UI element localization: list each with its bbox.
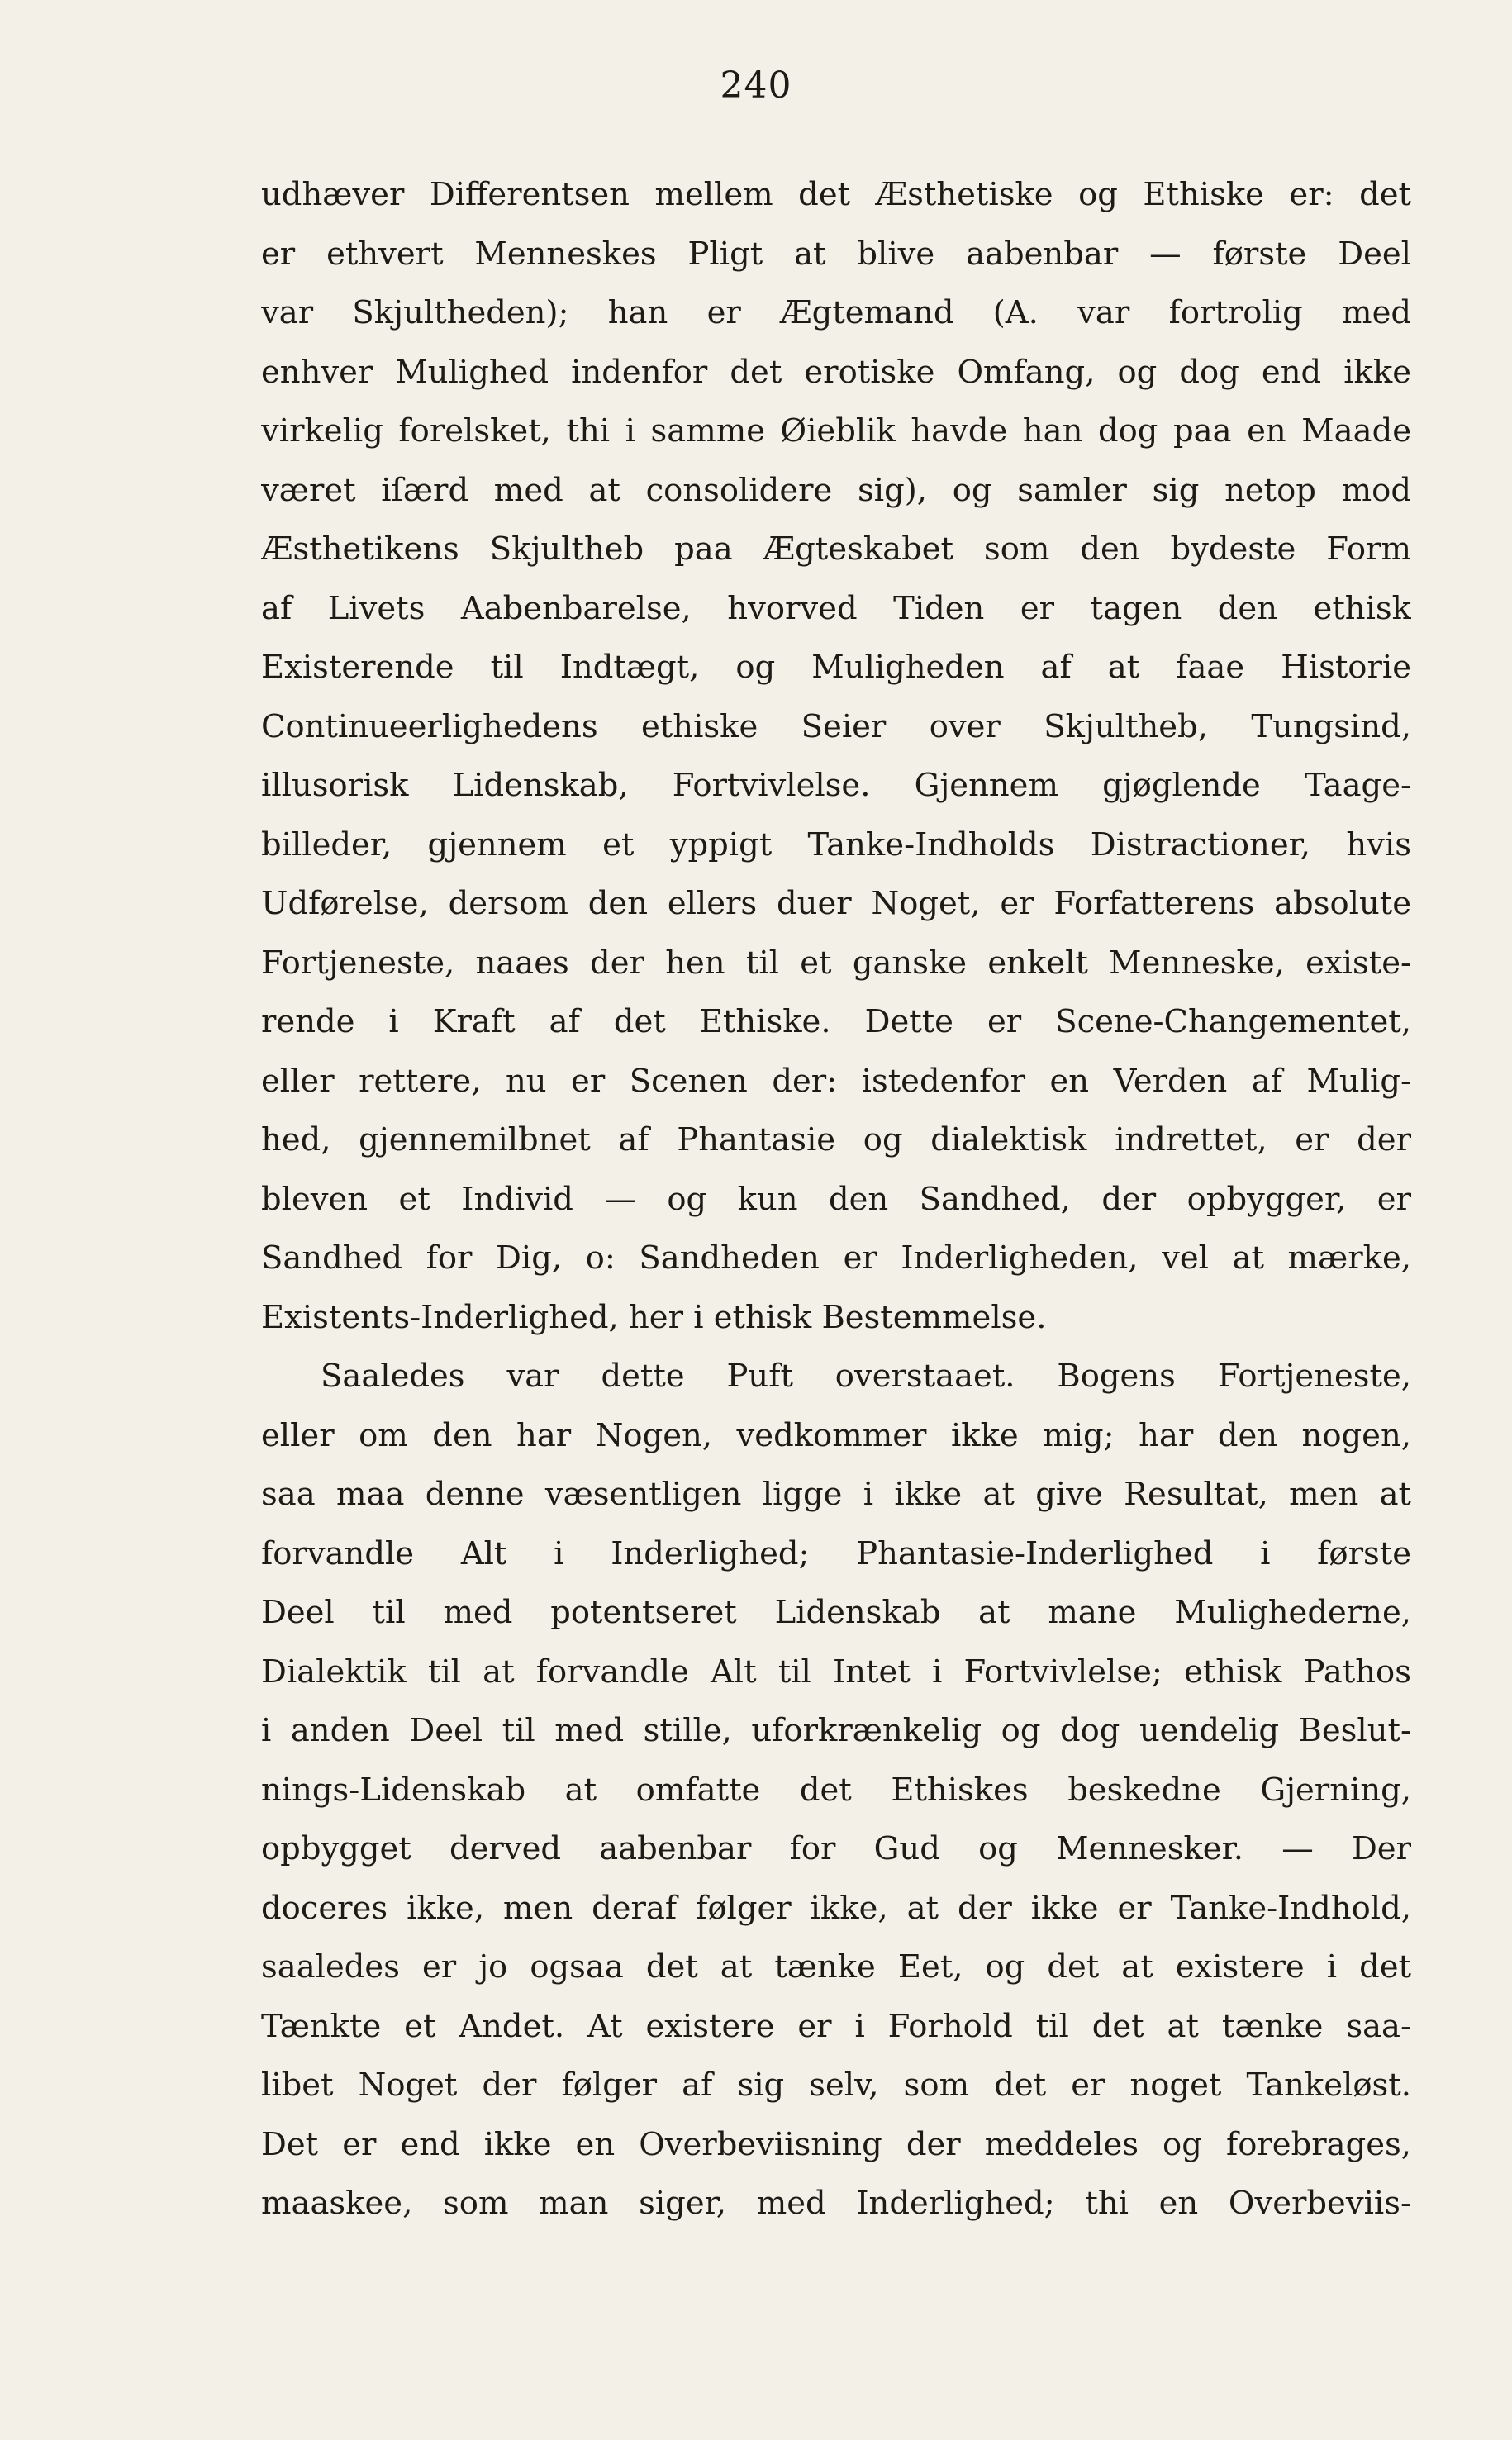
text-line: Existerende til Indtægt, og Muligheden af at faae Historie — [261, 649, 1411, 686]
text-line: saaledes er jo ogsaa det at tænke Eet, og det at existere i det — [261, 1948, 1411, 1986]
body-text — [261, 165, 1411, 2233]
text-line: Dialektik til at forvandle Alt til Intet i Fortvivlelse; ethisk Pathos — [261, 1653, 1411, 1691]
text-line: forvandle Alt i Inderlighed; Phantasie-Inderlighed i første — [261, 1534, 1411, 1572]
text-line: udhæver Differentsen mellem det Æsthetiske og Ethiske er: det — [261, 176, 1411, 213]
text-line: nings-Lidenskab at omfatte det Ethiskes beskedne Gjerning, — [261, 1771, 1411, 1809]
text-line: saa maa denne væsentligen ligge i ikke at give Resultat, men at — [261, 1476, 1411, 1513]
text-line: illusorisk Lidenskab, Fortvivlelse. Gjennem gjøglende Taage- — [261, 767, 1411, 804]
text-line: Fortjeneste, naaes der hen til et ganske enkelt Menneske, existe- — [261, 944, 1411, 982]
text-line: Saaledes var dette Puft overstaaet. Bogens Fortjeneste, — [321, 1358, 1411, 1395]
text-line: maaskee, som man siger, med Inderlighed; thi en Overbeviis- — [261, 2185, 1411, 2222]
text-line: Tænkte et Andet. At existere er i Forhold til det at tænke saa- — [261, 2007, 1411, 2045]
text-line: Deel til med potentseret Lidenskab at mane Mulighederne, — [261, 1594, 1411, 1631]
text-line: været iſærd med at consolidere sig), og samler sig netop mod — [261, 471, 1411, 509]
text-line: Existents-Inderlighed, her i ethisk Bestemmelse. — [261, 1298, 1047, 1336]
text-line: er ethvert Menneskes Pligt at blive aabenbar — første Deel — [261, 235, 1411, 273]
text-line: Udførelse, dersom den ellers duer Noget, er Forfatterens absolute — [261, 885, 1411, 922]
text-line: doceres ikke, men deraf følger ikke, at der ikke er Tanke-Indhold, — [261, 1889, 1411, 1927]
paragraph-1 — [261, 165, 1411, 1347]
text-line: rende i Kraft af det Ethiske. Dette er Scene-Changementet, — [261, 1003, 1411, 1040]
text-line: Continueerlighedens ethiske Seier over Skjultheb, Tungsind, — [261, 707, 1411, 745]
text-line: eller om den har Nogen, vedkommer ikke mig; har den nogen, — [261, 1416, 1411, 1454]
text-line: Sandhed for Dig, o: Sandheden er Inderligheden, vel at mærke, — [261, 1239, 1411, 1277]
text-line: af Livets Aabenbarelse, hvorved Tiden er tagen den ethisk — [261, 589, 1411, 627]
paragraph-2 — [261, 1347, 1411, 2233]
text-line: var Skjultheden); han er Ægtemand (A. var fortrolig med — [261, 294, 1411, 331]
page-number: 240 — [720, 64, 792, 107]
text-line: Æsthetikens Skjultheb paa Ægteskabet som den bydeste Form — [261, 530, 1411, 568]
text-line: opbygget derved aabenbar for Gud og Mennesker. — Der — [261, 1830, 1411, 1867]
text-line: virkelig forelsket, thi i samme Øieblik havde han dog paa en Maade — [261, 412, 1411, 449]
text-line: hed, gjennemilbnet af Phantasie og dialektisk indrettet, er der — [261, 1121, 1411, 1158]
text-line: enhver Mulighed indenfor det erotiske Omfang, og dog end ikke — [261, 353, 1411, 391]
text-line: billeder, gjennem et yppigt Tanke-Indholds Distractioner, hvis — [261, 825, 1411, 863]
text-line: i anden Deel til med stille, uforkrænkelig og dog uendelig Beslut- — [261, 1712, 1411, 1749]
text-line: Det er end ikke en Overbeviisning der meddeles og forebrages, — [261, 2125, 1411, 2163]
text-line: eller rettere, nu er Scenen der: istedenfor en Verden af Mulig- — [261, 1062, 1411, 1100]
text-line: libet Noget der følger af sig selv, som det er noget Tankeløst. — [261, 2067, 1411, 2104]
text-line: bleven et Individ — og kun den Sandhed, der opbygger, er — [261, 1180, 1411, 1218]
